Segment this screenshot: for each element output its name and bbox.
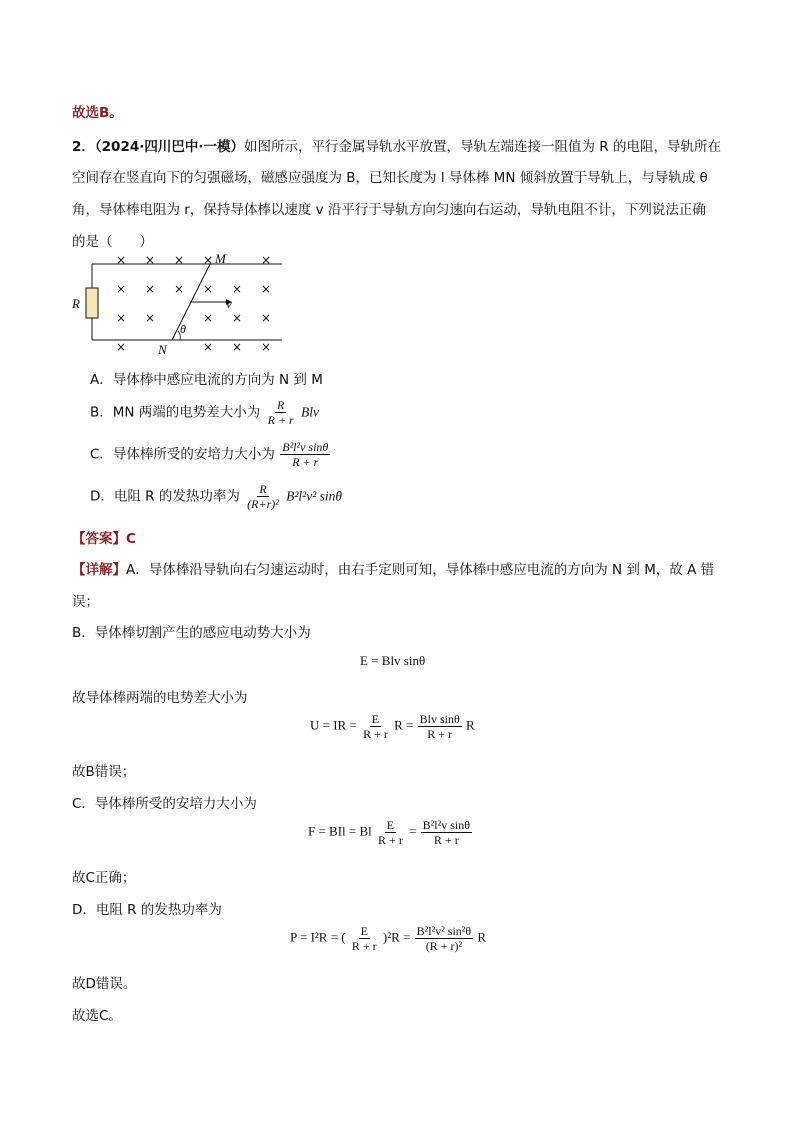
frac-den: R + r: [378, 833, 403, 847]
question-line-4: 的是（ ）: [72, 234, 153, 250]
explanation-d-conclusion: 故D错误。: [72, 976, 137, 992]
eq-text: R =: [394, 717, 414, 733]
field-cross: ×: [145, 311, 156, 325]
field-cross: ×: [261, 253, 272, 267]
eq-text: U = IR =: [310, 717, 357, 733]
frac-den: R + r: [433, 833, 459, 847]
field-cross: ×: [261, 311, 272, 325]
option-b: [90, 398, 319, 427]
explanation-b-mid: 故导体棒两端的电势差大小为: [72, 690, 248, 706]
field-cross: ×: [203, 282, 214, 296]
eq-fraction: [418, 712, 462, 741]
question-line-2: 空间存在竖直向下的匀强磁场，磁感应强度为 B，已知长度为 l 导体棒 MN 倾斜放置于导轨上，与导轨成 θ: [72, 170, 708, 186]
explanation-d-intro: D．电阻 R 的发热功率为: [72, 902, 222, 918]
question-line-3: 角，导体棒电阻为 r，保持导体棒以速度 v 沿平行于导轨方向匀速向右运动，导轨电阻不计，下列说法正确: [72, 202, 706, 218]
explanation-b-intro: B．导体棒切割产生的感应电动势大小为: [72, 625, 311, 641]
explanation-a-text: A．导体棒沿导轨向右匀速运动时，由右手定则可知，导体棒中感应电流的方向为 N 到 M，故 A 错: [126, 562, 715, 578]
explanation-b-conclusion: 故B错误；: [72, 764, 136, 780]
question-number: 2．: [72, 139, 95, 155]
explanation-a-line-1: [72, 558, 714, 578]
field-cross: ×: [116, 311, 127, 325]
equation-voltage: [310, 712, 475, 741]
frac-num: E: [360, 924, 368, 938]
circuit-diagram: [68, 252, 288, 358]
eq-fraction: [350, 924, 379, 953]
explanation-c-conclusion: 故C正确；: [72, 870, 136, 886]
question-text-1: 如图所示，平行金属导轨水平放置，导轨左端连接一阻值为 R 的电阻，导轨所在: [244, 139, 721, 155]
frac-num: B²l²v sinθ: [422, 818, 470, 832]
field-cross: ×: [261, 282, 272, 296]
frac-num: R: [276, 398, 285, 412]
option-b-suffix: Blv: [301, 404, 320, 420]
label-r: R: [72, 296, 80, 311]
eq-text: R: [477, 929, 487, 945]
field-cross: ×: [145, 253, 156, 267]
answer-line: 【答案】C: [72, 531, 136, 547]
eq-text: =: [409, 823, 417, 839]
eq-text: P = I²R = (: [290, 929, 346, 945]
diagram-svg: [68, 252, 288, 358]
field-cross: ×: [174, 282, 185, 296]
label-theta: θ: [180, 322, 186, 336]
eq-text: )²R =: [382, 929, 411, 945]
eq-fraction: [421, 818, 472, 847]
equation-power: [290, 924, 486, 953]
frac-den: (R + r)²: [425, 939, 463, 953]
eq-text: R: [465, 717, 475, 733]
field-cross: ×: [232, 340, 243, 354]
field-cross: ×: [174, 253, 185, 267]
field-cross: ×: [232, 311, 243, 325]
frac-den: R + r: [267, 413, 294, 427]
eq-fraction: [415, 924, 473, 953]
field-cross: ×: [203, 340, 214, 354]
equation-force: [308, 818, 473, 847]
field-cross: ×: [116, 253, 127, 267]
option-c-fraction: [280, 440, 330, 469]
frac-num: R: [259, 482, 267, 496]
option-d: [90, 482, 342, 511]
frac-den: R + r: [363, 727, 388, 741]
frac-den: (R+r)²: [247, 497, 279, 511]
field-cross: ×: [116, 282, 127, 296]
field-cross: ×: [261, 340, 272, 354]
previous-answer-line: 故选B。: [72, 105, 123, 121]
eq-fraction: [376, 818, 405, 847]
label-n: N: [158, 342, 167, 357]
option-b-fraction: [266, 398, 296, 427]
resistor: [86, 288, 98, 318]
frac-num: Blv sinθ: [419, 712, 460, 726]
question-line-1: [72, 135, 721, 155]
option-a: A．导体棒中感应电流的方向为 N 到 M: [90, 372, 323, 388]
equation-emf: E = Blv sinθ: [360, 653, 426, 668]
field-cross: ×: [145, 282, 156, 296]
option-c-text: C．导体棒所受的安培力大小为: [90, 446, 275, 463]
explanation-c-intro: C．导体棒所受的安培力大小为: [72, 796, 257, 812]
field-cross: ×: [232, 282, 243, 296]
field-cross: ×: [203, 311, 214, 325]
frac-num: E: [386, 818, 395, 832]
option-d-fraction: [245, 482, 281, 511]
option-b-text: B．MN 两端的电势差大小为: [90, 404, 261, 421]
frac-den: R + r: [351, 939, 377, 953]
eq-fraction: [361, 712, 390, 741]
frac-num: E: [371, 712, 380, 726]
field-cross: ×: [116, 340, 127, 354]
option-d-suffix: B²l²v² sinθ: [286, 488, 343, 504]
explanation-a-line-2: 误；: [72, 594, 99, 610]
frac-num: B²l²v² sin²θ: [416, 924, 472, 938]
eq-text: F = BIl = Bl: [308, 823, 372, 839]
field-cross: ×: [203, 253, 214, 267]
final-answer-line: 故选C。: [72, 1008, 122, 1024]
option-c: [90, 440, 331, 469]
explanation-tag: 【详解】: [72, 562, 126, 578]
option-d-text: D．电阻 R 的发热功率为: [90, 488, 240, 505]
question-source: （2024·四川巴中·一模）: [94, 139, 244, 155]
frac-num: B²l²v sinθ: [282, 440, 329, 454]
frac-den: R + r: [427, 727, 453, 741]
frac-den: R + r: [292, 455, 319, 469]
label-v: v: [226, 296, 232, 311]
label-m: M: [215, 251, 226, 266]
